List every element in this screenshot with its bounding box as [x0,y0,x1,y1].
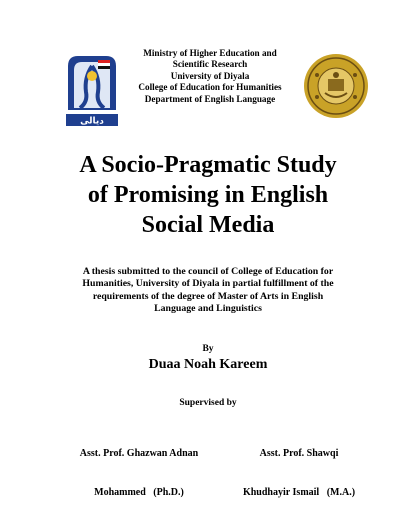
header-line-university: University of Diyala [170,70,250,81]
submission-statement [40,266,376,315]
header-line-college: College of Education for Humanities [138,82,282,93]
supervisor-1-line-2: Mohammed (Ph.D.) [94,487,184,498]
college-seal-logo [303,53,369,119]
statement-line-2: Humanities, University of Diyala in partial fulfillment of the [82,278,334,290]
supervisor-2-line-1: Asst. Prof. Shawqi [259,448,339,459]
title-line-3: Social Media [141,212,275,238]
logo-left-text: ديالى [80,116,104,127]
header-line-department: Department of English Language [144,93,276,104]
supervisor-2 [214,421,384,525]
statement-line-1: A thesis submitted to the council of College of Education for [82,266,334,277]
statement-line-4: Language and Linguistics [154,302,262,314]
supervisor-1 [54,421,224,525]
author-name: Duaa Noah Kareem [148,357,268,372]
header-line-research: Scientific Research [172,59,248,70]
by-label: By [202,344,214,354]
institution-header [120,48,300,105]
supervised-by-label: Supervised by [179,398,237,408]
thesis-title [0,150,416,240]
title-line-2: of Promising in English [87,182,329,208]
supervisor-2-line-2: Khudhayir Ismail (M.A.) [242,487,356,498]
header-line-ministry: Ministry of Higher Education and [143,48,277,58]
statement-line-3: requirements of the degree of Master of Arts in English [92,290,324,302]
title-line-1: A Socio-Pragmatic Study [79,152,337,178]
supervisor-1-line-1: Asst. Prof. Ghazwan Adnan [79,448,199,459]
university-of-diyala-logo [62,52,122,130]
